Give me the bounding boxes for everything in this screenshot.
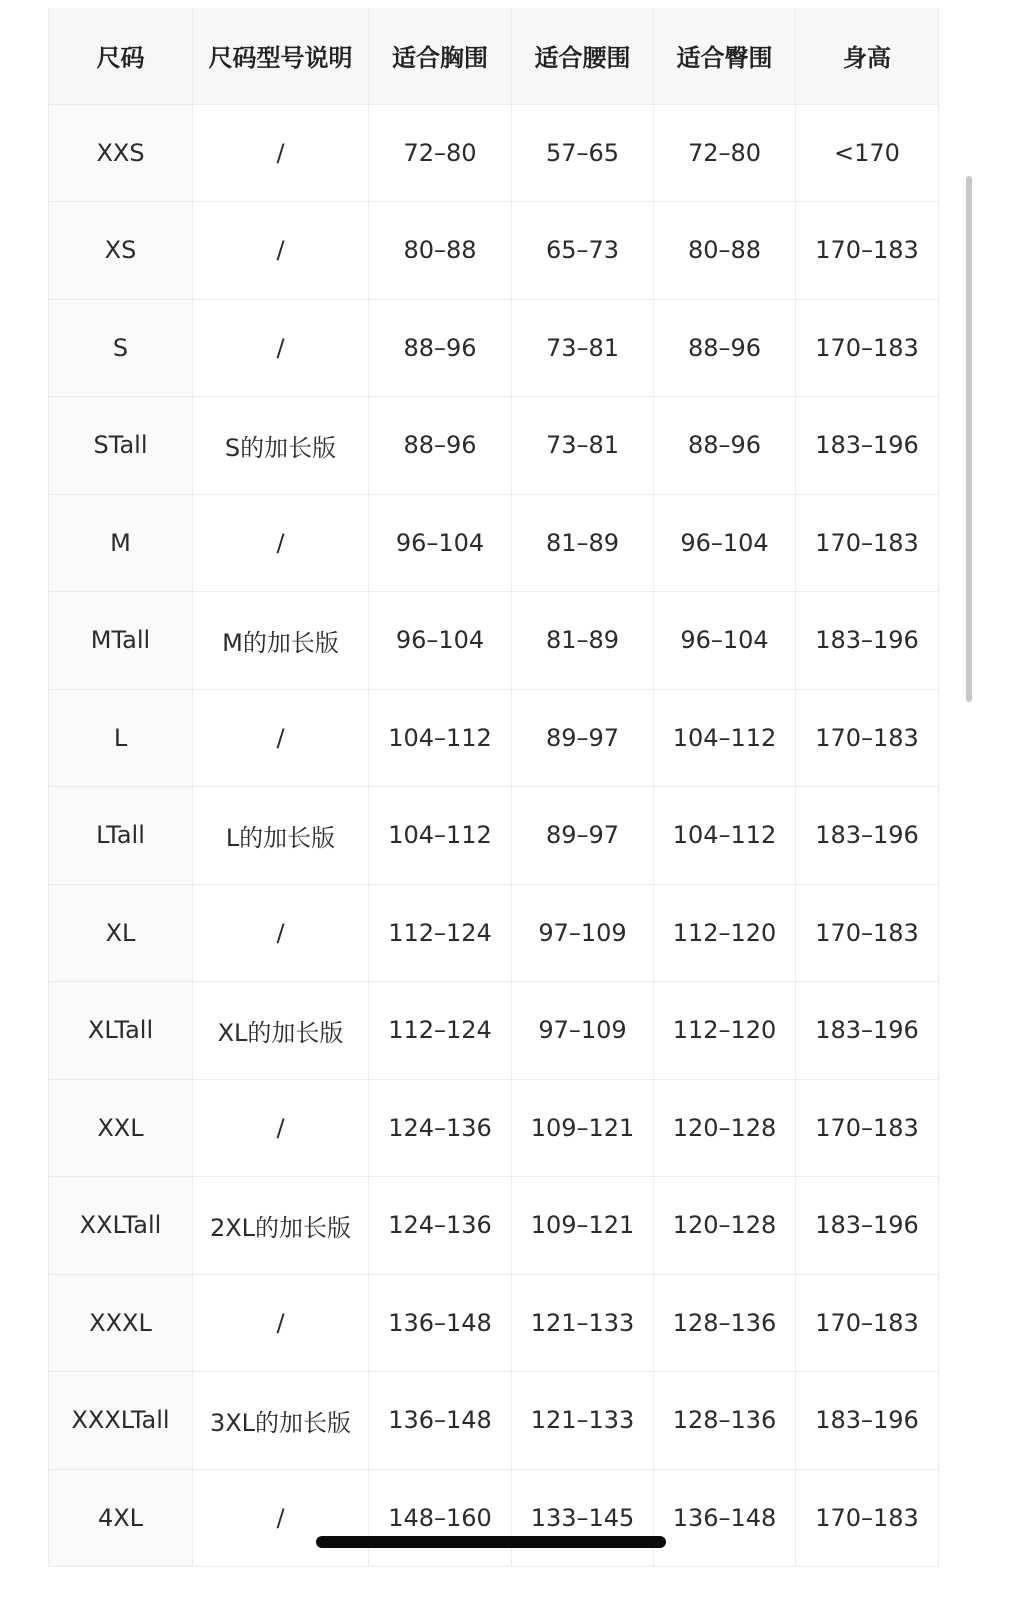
description-cell: / [193,202,369,300]
table-row [49,1274,939,1372]
chest-cell: 112–124 [369,982,512,1080]
waist-cell: 89–97 [512,787,654,885]
waist-cell: 133–145 [512,1469,654,1567]
size-cell: XL [49,884,193,982]
header-chest: 适合胸围 [369,8,512,104]
table-row [49,1469,939,1567]
table-row [49,982,939,1080]
chest-cell: 80–88 [369,202,512,300]
description-cell: 3XL的加长版 [193,1372,369,1470]
size-cell: 4XL [49,1469,193,1567]
header-waist: 适合腰围 [512,8,654,104]
hip-cell: 128–136 [654,1274,796,1372]
hip-cell: 104–112 [654,787,796,885]
header-hip: 适合臀围 [654,8,796,104]
size-cell: XXL [49,1079,193,1177]
size-cell: XS [49,202,193,300]
height-cell: 183–196 [796,787,939,885]
hip-cell: 96–104 [654,592,796,690]
chest-cell: 124–136 [369,1177,512,1275]
size-cell: L [49,689,193,787]
height-cell: 170–183 [796,202,939,300]
height-cell: 170–183 [796,1079,939,1177]
height-cell: 170–183 [796,1469,939,1567]
hip-cell: 72–80 [654,104,796,202]
chest-cell: 88–96 [369,299,512,397]
chest-cell: 104–112 [369,689,512,787]
size-chart-table [48,8,939,1567]
home-indicator[interactable] [316,1536,666,1548]
description-cell: / [193,104,369,202]
table-row [49,494,939,592]
description-cell: M的加长版 [193,592,369,690]
size-chart-container[interactable] [48,8,938,1567]
table-row [49,202,939,300]
height-cell: 170–183 [796,494,939,592]
size-cell: M [49,494,193,592]
description-cell: / [193,1469,369,1567]
table-row [49,689,939,787]
size-cell: S [49,299,193,397]
hip-cell: 88–96 [654,299,796,397]
table-row [49,397,939,495]
size-cell: XXXL [49,1274,193,1372]
height-cell: 183–196 [796,1372,939,1470]
hip-cell: 112–120 [654,982,796,1080]
size-cell: XXS [49,104,193,202]
vertical-scrollbar[interactable] [966,176,972,702]
hip-cell: 120–128 [654,1079,796,1177]
hip-cell: 128–136 [654,1372,796,1470]
height-cell: 183–196 [796,397,939,495]
waist-cell: 57–65 [512,104,654,202]
chest-cell: 112–124 [369,884,512,982]
description-cell: S的加长版 [193,397,369,495]
height-cell: 170–183 [796,689,939,787]
hip-cell: 104–112 [654,689,796,787]
waist-cell: 73–81 [512,397,654,495]
table-row [49,1079,939,1177]
chest-cell: 96–104 [369,592,512,690]
chest-cell: 136–148 [369,1274,512,1372]
waist-cell: 65–73 [512,202,654,300]
waist-cell: 81–89 [512,592,654,690]
table-row [49,1177,939,1275]
header-size: 尺码 [49,8,193,104]
hip-cell: 96–104 [654,494,796,592]
chest-cell: 148–160 [369,1469,512,1567]
chest-cell: 96–104 [369,494,512,592]
header-size-description: 尺码型号说明 [193,8,369,104]
table-row [49,1372,939,1470]
waist-cell: 121–133 [512,1372,654,1470]
description-cell: / [193,299,369,397]
description-cell: / [193,1079,369,1177]
waist-cell: 97–109 [512,884,654,982]
chest-cell: 124–136 [369,1079,512,1177]
hip-cell: 136–148 [654,1469,796,1567]
chest-cell: 72–80 [369,104,512,202]
waist-cell: 97–109 [512,982,654,1080]
table-row [49,884,939,982]
size-cell: MTall [49,592,193,690]
hip-cell: 80–88 [654,202,796,300]
height-cell: 170–183 [796,299,939,397]
table-row [49,299,939,397]
size-cell: XXLTall [49,1177,193,1275]
description-cell: / [193,1274,369,1372]
height-cell: 170–183 [796,1274,939,1372]
chest-cell: 136–148 [369,1372,512,1470]
description-cell: L的加长版 [193,787,369,885]
waist-cell: 109–121 [512,1079,654,1177]
waist-cell: 81–89 [512,494,654,592]
height-cell: 183–196 [796,982,939,1080]
hip-cell: 88–96 [654,397,796,495]
waist-cell: 73–81 [512,299,654,397]
waist-cell: 109–121 [512,1177,654,1275]
description-cell: 2XL的加长版 [193,1177,369,1275]
height-cell: 183–196 [796,1177,939,1275]
chest-cell: 104–112 [369,787,512,885]
size-cell: STall [49,397,193,495]
table-row [49,592,939,690]
hip-cell: 112–120 [654,884,796,982]
table-row [49,787,939,885]
description-cell: XL的加长版 [193,982,369,1080]
table-header-row [49,8,939,104]
description-cell: / [193,689,369,787]
chest-cell: 88–96 [369,397,512,495]
waist-cell: 89–97 [512,689,654,787]
waist-cell: 121–133 [512,1274,654,1372]
height-cell: 183–196 [796,592,939,690]
description-cell: / [193,884,369,982]
size-cell: XXXLTall [49,1372,193,1470]
size-cell: XLTall [49,982,193,1080]
height-cell: <170 [796,104,939,202]
height-cell: 170–183 [796,884,939,982]
description-cell: / [193,494,369,592]
header-height: 身高 [796,8,939,104]
table-row [49,104,939,202]
size-cell: LTall [49,787,193,885]
hip-cell: 120–128 [654,1177,796,1275]
